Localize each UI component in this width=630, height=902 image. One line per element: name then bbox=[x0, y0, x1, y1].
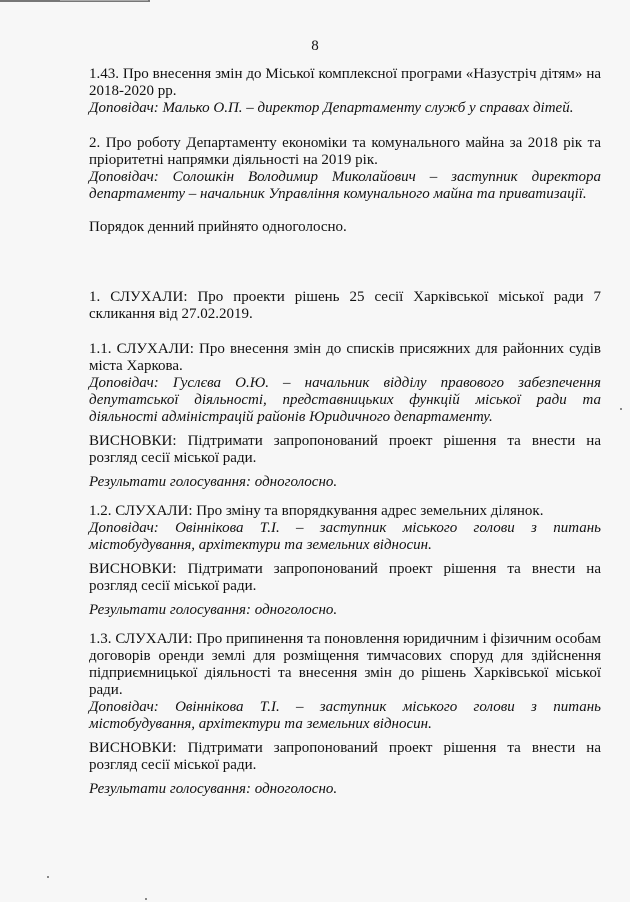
section-speaker: Доповідач: Овіннікова Т.І. – заступник міського голови з питань містобудування, архітектури та земельних відносин. bbox=[89, 699, 601, 732]
section-heard: 1.1. СЛУХАЛИ: Про внесення змін до списків присяжних для районних судів міста Харкова. bbox=[89, 341, 601, 374]
section-1-3 bbox=[89, 631, 601, 798]
page-number: 8 bbox=[311, 38, 319, 54]
scan-edge-line bbox=[60, 0, 148, 1]
agenda-item-title: 1.43. Про внесення змін до Міської комплексної програми «Назустріч дітям» на 2018-2020 рр. bbox=[89, 66, 601, 99]
section-speaker: Доповідач: Гуслєва О.Ю. – начальник відділу правового забезпечення депутатської діяльності, представницьких функцій міської ради та діяльності адміністрацій районів Юридичного департаменту. bbox=[89, 375, 601, 425]
heard-main: 1. СЛУХАЛИ: Про проекти рішень 25 сесії Харківської міської ради 7 скликання від 27.02.2019. bbox=[89, 289, 601, 322]
section-conclusion: ВИСНОВКИ: Підтримати запропонований проект рішення та внести на розгляд сесії міської ради. bbox=[89, 740, 601, 773]
agenda-item-1-43 bbox=[89, 66, 601, 117]
section-1-2 bbox=[89, 503, 601, 619]
agenda-item-speaker: Доповідач: Солошкін Володимир Миколайович – заступник директора департаменту – начальник Управління комунального майна та приватизації. bbox=[89, 169, 601, 202]
section-conclusion: ВИСНОВКИ: Підтримати запропонований проект рішення та внести на розгляд сесії міської ради. bbox=[89, 433, 601, 466]
scan-speck bbox=[145, 898, 147, 900]
agenda-item-speaker: Доповідач: Малько О.П. – директор Департаменту служб у справах дітей. bbox=[89, 100, 574, 116]
agenda-note: Порядок денний прийнято одноголосно. bbox=[89, 219, 347, 235]
section-conclusion: ВИСНОВКИ: Підтримати запропонований проект рішення та внести на розгляд сесії міської ради. bbox=[89, 561, 601, 594]
section-vote: Результати голосування: одноголосно. bbox=[89, 781, 338, 797]
section-vote: Результати голосування: одноголосно. bbox=[89, 474, 338, 490]
agenda-item-title: 2. Про роботу Департаменту економіки та комунального майна за 2018 рік та пріоритетні напрямки діяльності на 2019 рік. bbox=[89, 135, 601, 168]
section-heard: 1.3. СЛУХАЛИ: Про припинення та поновлення юридичним і фізичним особам договорів оренди землі для розміщення тимчасових споруд для здійснення підприємницької діяльності та внесення змін до рішень Харківської міської ради. bbox=[89, 631, 601, 698]
section-speaker: Доповідач: Овіннікова Т.І. – заступник міського голови з питань містобудування, архітектури та земельних відносин. bbox=[89, 520, 601, 553]
section-heard: 1.2. СЛУХАЛИ: Про зміну та впорядкування адрес земельних ділянок. bbox=[89, 503, 544, 519]
scan-speck bbox=[620, 408, 622, 410]
section-vote: Результати голосування: одноголосно. bbox=[89, 602, 338, 618]
scan-speck bbox=[47, 876, 49, 878]
section-1-1 bbox=[89, 341, 601, 491]
agenda-item-2 bbox=[89, 135, 601, 203]
